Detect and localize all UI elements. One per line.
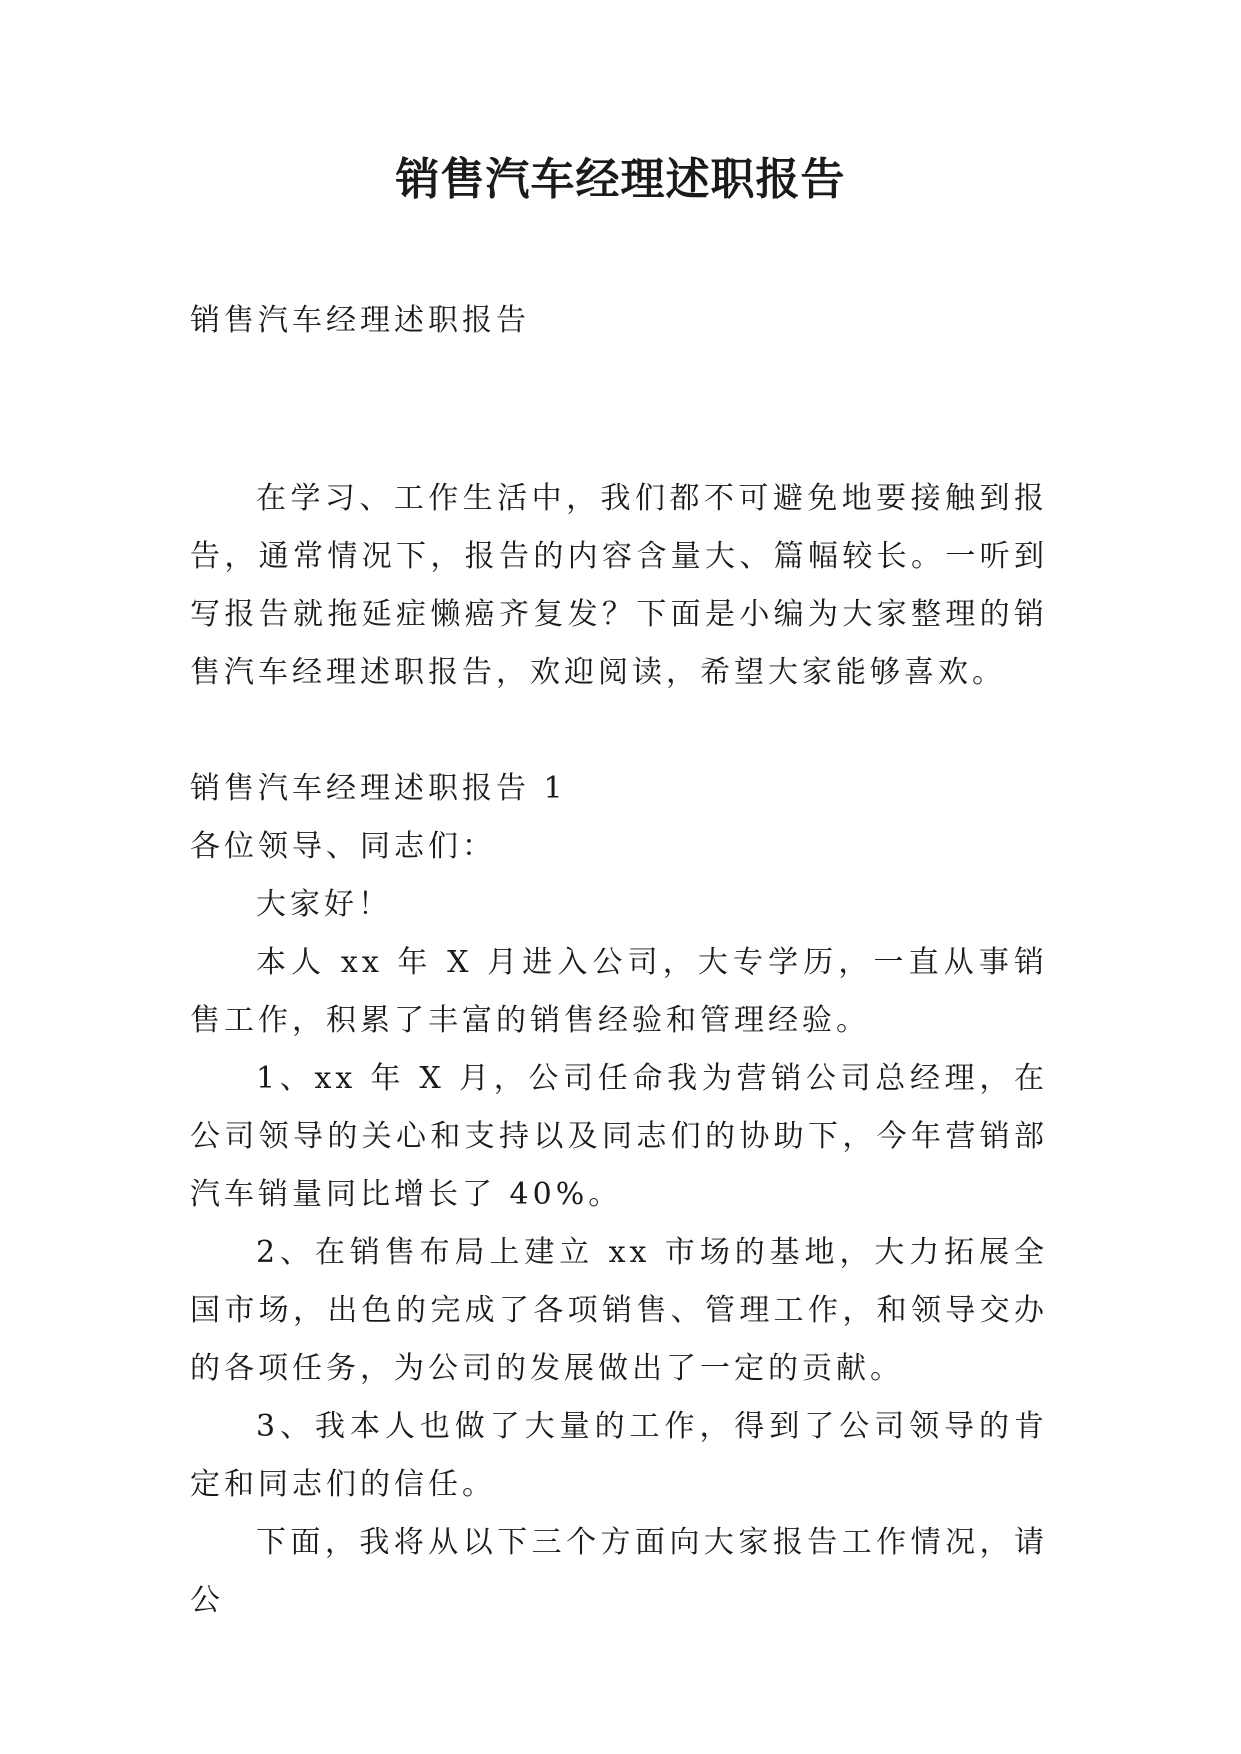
- body-paragraph: 1、xx 年 X 月，公司任命我为营销公司总经理，在公司领导的关心和支持以及同志们的协助下，今年营销部汽车销量同比增长了 40%。: [190, 1061, 1048, 1212]
- document-subtitle: 销售汽车经理述职报告: [190, 303, 530, 338]
- body-paragraph: 3、我本人也做了大量的工作，得到了公司领导的肯定和同志们的信任。: [190, 1409, 1048, 1502]
- body-paragraph: 2、在销售布局上建立 xx 市场的基地，大力拓展全国市场，出色的完成了各项销售、管理工作，和领导交办的各项任务，为公司的发展做出了一定的贡献。: [190, 1235, 1048, 1386]
- section-title: 销售汽车经理述职报告 1: [190, 771, 567, 806]
- intro-paragraph: 在学习、工作生活中，我们都不可避免地要接触到报告，通常情况下，报告的内容含量大、篇幅较长。一听到写报告就拖延症懒癌齐复发？下面是小编为大家整理的销售汽车经理述职报告，欢迎阅读，希望大家能够喜欢。: [190, 481, 1048, 690]
- document-body: [190, 292, 1048, 1630]
- document-title: 销售汽车经理述职报告: [395, 154, 846, 205]
- body-paragraph: 本人 xx 年 X 月进入公司，大专学历，一直从事销售工作，积累了丰富的销售经验和管理经验。: [190, 945, 1048, 1038]
- body-paragraph: 下面，我将从以下三个方面向大家报告工作情况，请公: [190, 1525, 1048, 1618]
- salutation: 各位领导、同志们：: [190, 829, 496, 864]
- greeting: 大家好！: [256, 887, 392, 922]
